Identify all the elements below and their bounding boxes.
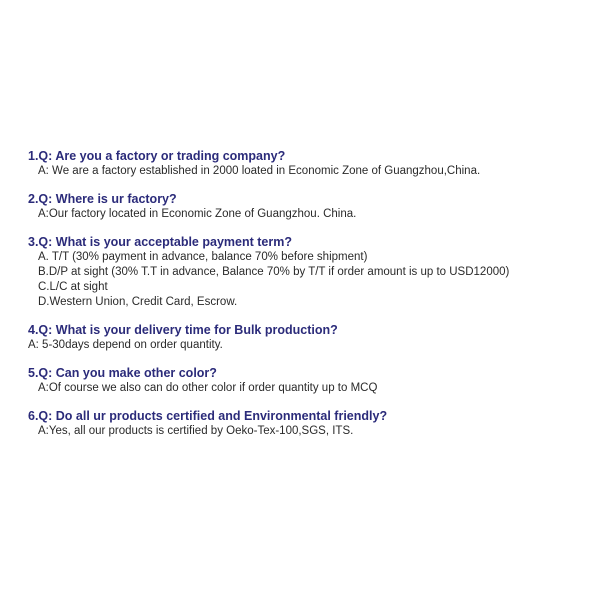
faq-answer-3-line-4: D.Western Union, Credit Card, Escrow. bbox=[38, 296, 238, 308]
faq-question-5: 5.Q: Can you make other color? bbox=[28, 366, 217, 380]
faq-item-3 bbox=[28, 234, 588, 310]
faq-question-4: 4.Q: What is your delivery time for Bulk production? bbox=[28, 323, 338, 337]
faq-question-3: 3.Q: What is your acceptable payment term? bbox=[28, 235, 292, 249]
faq-answer-3-line-3: C.L/C at sight bbox=[38, 281, 108, 293]
faq-answer-1: A: We are a factory established in 2000 loated in Economic Zone of Guangzhou,China. bbox=[38, 165, 481, 177]
faq-item-4 bbox=[28, 322, 588, 353]
faq-answer-2: A:Our factory located in Economic Zone of Guangzhou. China. bbox=[38, 208, 357, 220]
faq-question-6: 6.Q: Do all ur products certified and Environmental friendly? bbox=[28, 409, 388, 423]
faq-answer-4: A: 5-30days depend on order quantity. bbox=[28, 339, 223, 351]
faq-answer-6: A:Yes, all our products is certified by Oeko-Tex-100,SGS, ITS. bbox=[38, 425, 354, 437]
faq-answer-3-line-2: B.D/P at sight (30% T.T in advance, Balance 70% by T/T if order amount is up to USD12000) bbox=[38, 266, 510, 278]
faq-question-2: 2.Q: Where is ur factory? bbox=[28, 192, 177, 206]
faq-item-2 bbox=[28, 191, 588, 222]
faq-question-1: 1.Q: Are you a factory or trading company? bbox=[28, 149, 286, 163]
faq-item-1 bbox=[28, 148, 588, 179]
faq-item-6 bbox=[28, 408, 588, 439]
faq-item-5 bbox=[28, 365, 588, 396]
faq-list bbox=[28, 148, 588, 451]
faq-answer-5: A:Of course we also can do other color if order quantity up to MCQ bbox=[38, 382, 378, 394]
faq-answer-3-line-1: A. T/T (30% payment in advance, balance 70% before shipment) bbox=[38, 251, 368, 263]
